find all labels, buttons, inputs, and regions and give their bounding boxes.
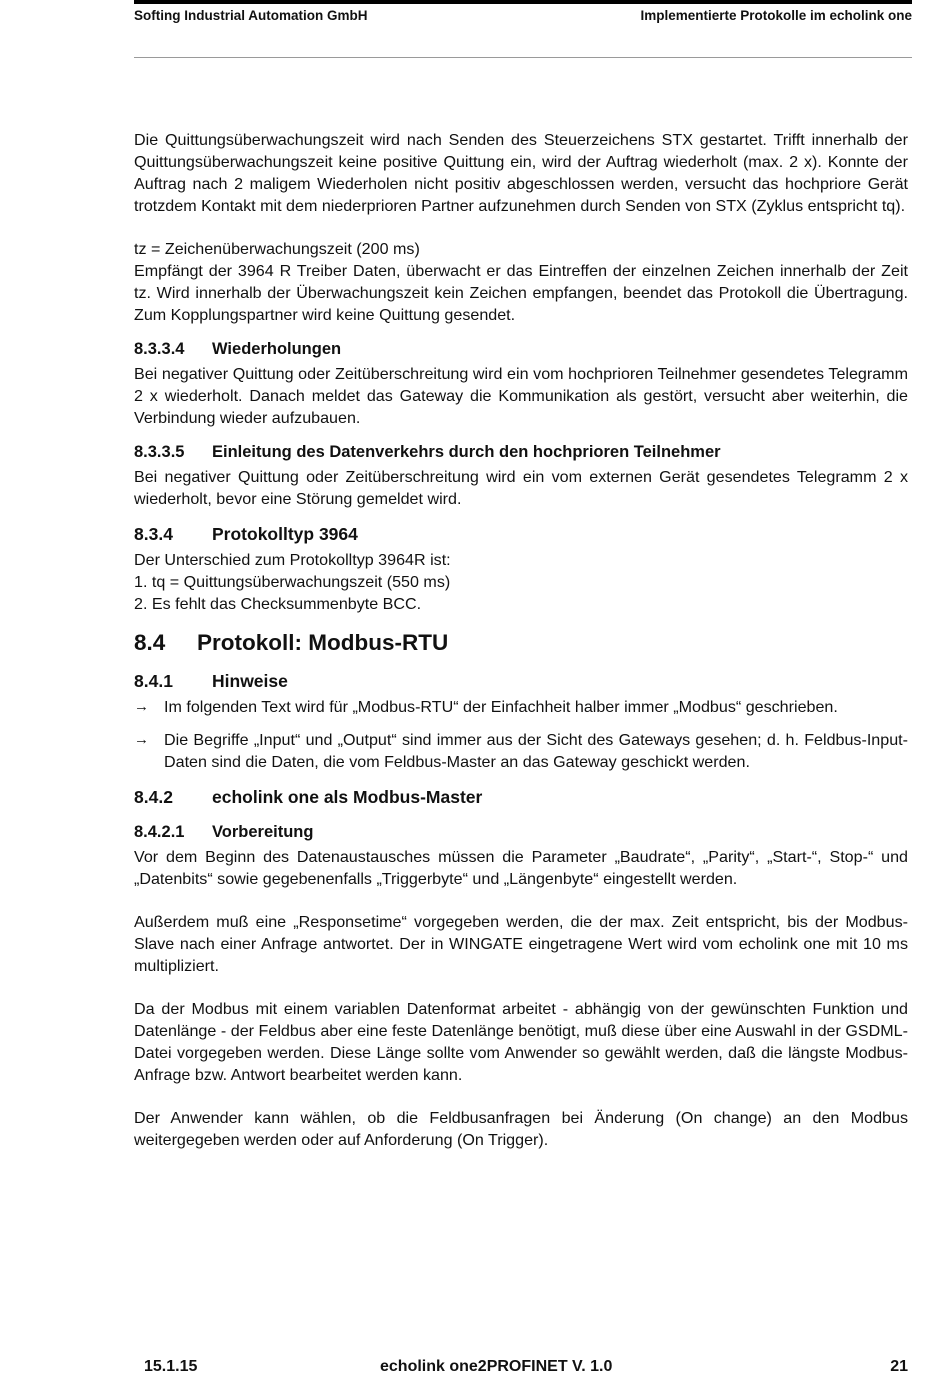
paragraph-datenformat: Da der Modbus mit einem variablen Datenformat arbeitet - abhängig von der gewünschten Funktion und Datenlänge - der Feldbus aber eine feste Datenlänge benötigt, muß diese über eine Auswahl in der GSDML-Datei vorgegeben werden. Diese Länge sollte vom Anwender so gewählt werden, daß die längste Modbus-Anfrage bzw. Antwort bearbeitet werden kann.: [134, 1000, 908, 1084]
heading-number: 8.3.3.5: [134, 443, 185, 461]
paragraph-einleitung: Bei negativer Quittung oder Zeitüberschreitung wird ein vom externen Gerät gesendetes Telegramm 2 x wiederholt, bevor eine Störung gemeldet wird.: [134, 468, 908, 508]
list-item-1: 1. tq = Quittungsüberwachungszeit (550 ms): [134, 573, 451, 591]
header-divider: [134, 57, 912, 58]
heading-number: 8.4.1: [134, 671, 173, 691]
paragraph-quittung: Die Quittungsüberwachungszeit wird nach Senden des Steuerzeichens STX gestartet. Trifft innerhalb der Quittungsüberwachungszeit keine positive Quittung ein, wird der Auftrag wiederholt (max. 2 x). Konnte der Auftrag nach 2 maligem Wiederholen nicht positiv abgeschlossen werden, versucht das hochpriore Gerät trotzdem Kontakt mit dem niederprioren Partner aufzunehmen durch Senden von STX (Zyklus entspricht tq).: [134, 131, 908, 215]
heading-8-3-4: [134, 522, 908, 546]
page-number: 21: [890, 1358, 908, 1375]
bullet-item: [134, 696, 908, 718]
heading-title: Wiederholungen: [212, 340, 342, 358]
list-item-2: 2. Es fehlt das Checksummenbyte BCC.: [134, 595, 422, 613]
heading-8-4-2: [134, 785, 908, 809]
bullet-text: Im folgenden Text wird für „Modbus-RTU“ der Einfachheit halber immer „Modbus“ geschrieben.: [164, 698, 838, 716]
heading-title: Einleitung des Datenverkehrs durch den hochprioren Teilnehmer: [212, 443, 721, 461]
paragraph-tz-definition: tz = Zeichenüberwachungszeit (200 ms): [134, 240, 420, 258]
header-company: Softing Industrial Automation GmbH: [134, 8, 368, 23]
footer-document: echolink one2PROFINET V. 1.0: [380, 1358, 613, 1375]
header-top-rule: [134, 0, 912, 4]
paragraph-feldbusanfragen: Der Anwender kann wählen, ob die Feldbusanfragen bei Änderung (On change) an den Modbus weitergegeben werden oder auf Anforderung (On Trigger).: [134, 1109, 908, 1149]
heading-8-4-2-1: [134, 821, 908, 843]
paragraph-responsetime: Außerdem muß eine „Responsetime“ vorgegeben werden, die der max. Zeit entspricht, bis der Modbus-Slave nach einer Anfrage antwortet. Der in WINGATE eingetragene Wert wird vom echolink one mit 10 ms multipliziert.: [134, 913, 908, 975]
heading-8-4-1: [134, 669, 908, 693]
heading-title: Vorbereitung: [212, 823, 314, 841]
bullet-text: Die Begriffe „Input“ und „Output“ sind immer aus der Sicht des Gateways gesehen; d. h. Feldbus-Input-Daten sind die Daten, die vom Feldbus-Master an das Gateway geschickt werden.: [164, 731, 908, 771]
header-chapter: Implementierte Protokolle im echolink one: [640, 8, 912, 23]
paragraph-zeichenueberwachung: Empfängt der 3964 R Treiber Daten, überwacht er das Eintreffen der einzelnen Zeichen innerhalb der Zeit tz. Wird innerhalb der Überwachungszeit kein Zeichen empfangen, beendet das Protokoll die Übertragung. Zum Kopplungspartner wird keine Quittung gesendet.: [134, 262, 908, 324]
page-header: [134, 8, 912, 28]
heading-8-3-3-4: [134, 338, 908, 360]
heading-number: 8.4: [134, 630, 166, 655]
arrow-right-icon: →: [134, 731, 149, 748]
bullet-item: [134, 729, 908, 773]
paragraph-wiederholungen: Bei negativer Quittung oder Zeitüberschreitung wird ein vom hochprioren Teilnehmer gesendetes Telegramm 2 x wiederholt. Danach meldet das Gateway die Kommunikation als gestört, versucht aber weiterhin, die Verbindung wieder aufzubauen.: [134, 365, 908, 427]
heading-title: Protokoll: Modbus-RTU: [197, 630, 449, 655]
page-body: [134, 129, 908, 1151]
heading-8-4: [134, 629, 908, 657]
paragraph-vorbereitung: Vor dem Beginn des Datenaustausches müssen die Parameter „Baudrate“, „Parity“, „Start-“, Stop-“ und „Datenbits“ sowie gegebenenfalls „Triggerbyte“ und „Längenbyte“ eingestellt werden.: [134, 848, 908, 888]
arrow-right-icon: →: [134, 698, 149, 715]
heading-number: 8.3.4: [134, 524, 173, 544]
heading-number: 8.3.3.4: [134, 340, 185, 358]
paragraph-unterschied: Der Unterschied zum Protokolltyp 3964R ist:: [134, 551, 451, 569]
heading-title: Protokolltyp 3964: [212, 524, 358, 544]
heading-number: 8.4.2.1: [134, 823, 185, 841]
heading-title: Hinweise: [212, 671, 288, 691]
heading-number: 8.4.2: [134, 787, 173, 807]
page-footer: [134, 1358, 908, 1380]
heading-8-3-3-5: [134, 441, 908, 463]
footer-date: 15.1.15: [144, 1358, 198, 1375]
heading-title: echolink one als Modbus-Master: [212, 787, 483, 807]
